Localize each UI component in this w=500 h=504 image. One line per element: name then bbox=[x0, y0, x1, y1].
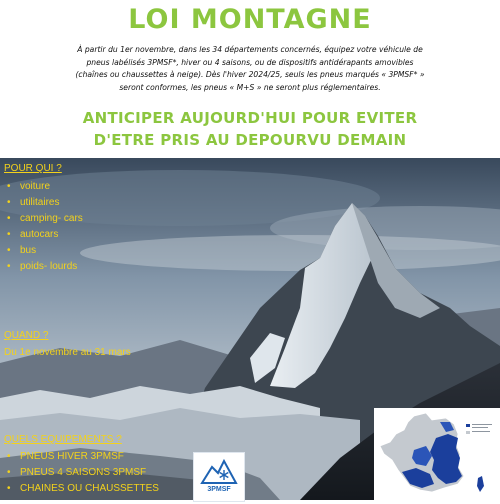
list-item: • PNEUS HIVER 3PMSF bbox=[0, 449, 159, 465]
badge-label: 3PMSF bbox=[207, 486, 231, 493]
france-map-icon bbox=[374, 408, 500, 500]
who-heading: POUR QUI ? bbox=[4, 163, 62, 174]
when-text: Du 1e novembre au 31 mars bbox=[4, 347, 131, 358]
intro-line: seront conformes, les pneus « M+S » ne seront plus réglementaires. bbox=[119, 82, 381, 92]
list-item: • utilitaires bbox=[0, 195, 83, 211]
3pmsf-badge bbox=[193, 452, 245, 502]
3pmsf-snowflake-icon bbox=[194, 453, 244, 487]
list-item: • bus bbox=[0, 243, 83, 259]
equipment-list bbox=[0, 449, 159, 497]
page-title: LOI MONTAGNE bbox=[128, 4, 372, 35]
list-item: • autocars bbox=[0, 227, 83, 243]
list-item: • camping- cars bbox=[0, 211, 83, 227]
france-map-card bbox=[374, 408, 500, 500]
list-item: • PNEUS 4 SAISONS 3PMSF bbox=[0, 465, 159, 481]
headline-line-1: ANTICIPER AUJOURD'HUI POUR EVITER bbox=[82, 109, 418, 127]
intro-line: (chaînes ou chaussettes à neige). Dès l'hiver 2024/25, seuls les pneus marqués « 3PMSF* » bbox=[75, 70, 425, 79]
when-heading: QUAND ? bbox=[4, 330, 49, 341]
equipment-heading: QUELS EQUIPEMENTS ? bbox=[4, 434, 122, 445]
who-list bbox=[0, 179, 83, 275]
list-item: • poids- lourds bbox=[0, 259, 83, 275]
intro-line: À partir du 1er novembre, dans les 34 départements concernés, équipez votre véhicule de bbox=[77, 45, 423, 54]
list-item: • voiture bbox=[0, 179, 83, 195]
headline-line-2: D'ETRE PRIS AU DEPOURVU DEMAIN bbox=[93, 131, 407, 149]
intro-text bbox=[30, 44, 470, 94]
intro-line: pneus labélisés 3PMSF*, hiver ou 4 saisons, ou de dispositifs antidérapants amovibles bbox=[86, 57, 414, 67]
list-item: • CHAINES OU CHAUSSETTES bbox=[0, 481, 159, 497]
